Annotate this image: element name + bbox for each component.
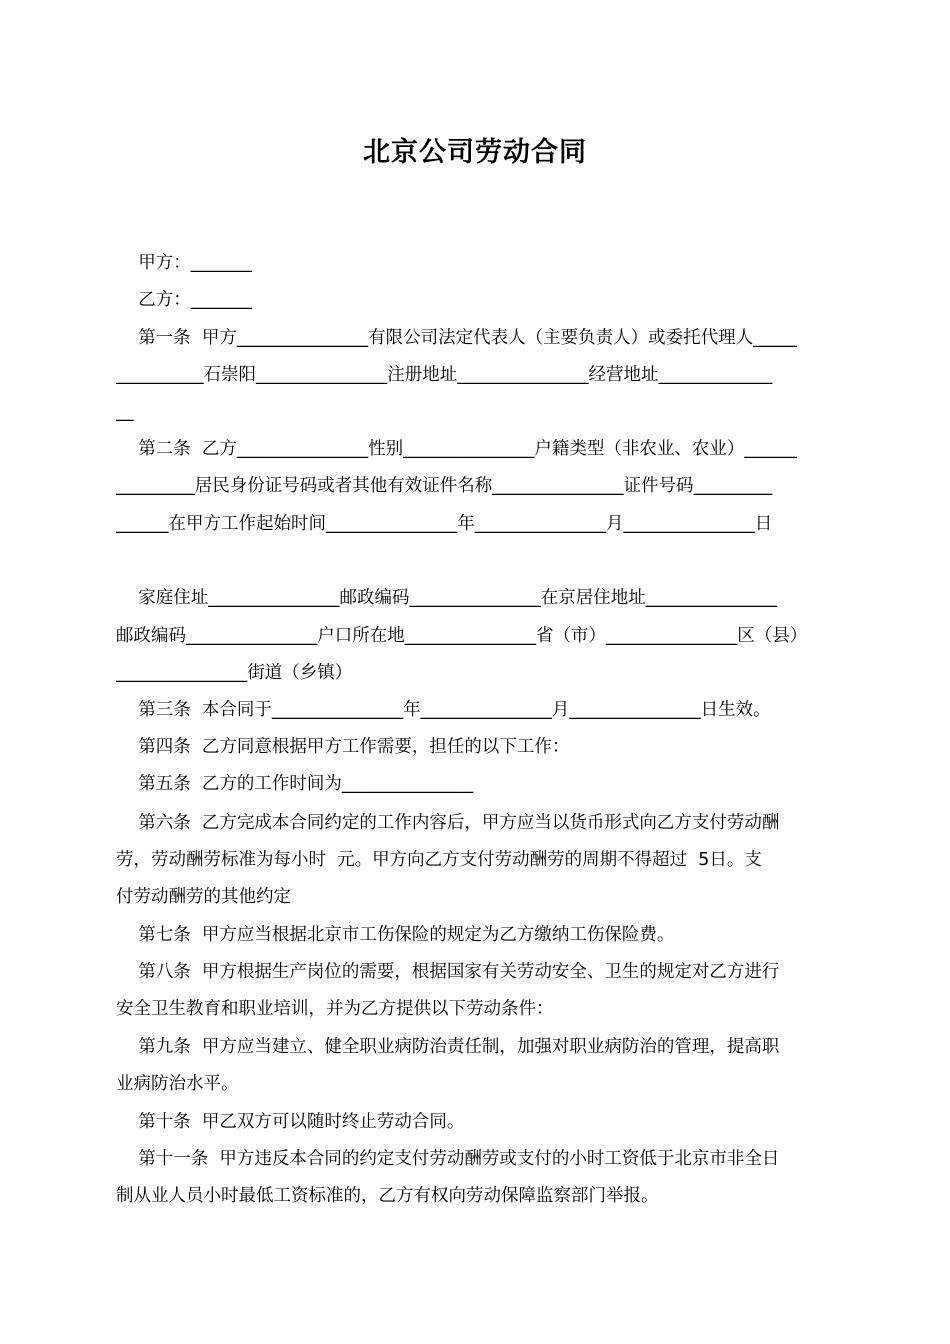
article-2-line-2: _________居民身份证号码或者其他有效证件名称_______________证件号码_________ (116, 476, 773, 496)
document-title: 北京公司劳动合同 (363, 137, 587, 168)
article-1-line-2: __________石崇阳_______________注册地址_______________经营地址_____________ (116, 365, 773, 385)
article-11-line-1: 第十一条 甲方违反本合同的约定支付劳动酬劳或支付的小时工资低于北京市非全日 (116, 1149, 780, 1169)
article-6-line-2: 劳，劳动酬劳标准为每小时 元。甲方向乙方支付劳动酬劳的周期不得超过 5日。支 (116, 850, 762, 870)
article-1-line-3: __ (116, 402, 134, 422)
party-b-line: 乙方：_______ (116, 290, 253, 310)
article-9-line-2: 业病防治水平。 (116, 1074, 239, 1094)
article-4-line: 第四条 乙方同意根据甲方工作需要，担任的以下工作： (116, 737, 570, 757)
article-2-line-3: ______在甲方工作起始时间_______________年_______________月_______________日 (116, 514, 773, 534)
article-6-line-3: 付劳动酬劳的其他约定 (116, 887, 291, 907)
address-line-1: 家庭住址_______________邮政编码_______________在京居住地址_______________ (116, 588, 777, 608)
article-2-line-1: 第二条 乙方_______________性别_______________户籍类型（非农业、农业）______ (116, 439, 797, 459)
article-9-line-1: 第九条 甲方应当建立、健全职业病防治责任制，加强对职业病防治的管理，提高职 (116, 1037, 780, 1057)
article-5-line: 第五条 乙方的工作时间为_______________ (116, 774, 474, 794)
article-7-line: 第七条 甲方应当根据北京市工伤保险的规定为乙方缴纳工伤保险费。 (116, 925, 675, 945)
party-a-line: 甲方：_______ (116, 253, 253, 273)
article-1-line-1: 第一条 甲方_______________有限公司法定代表人（主要负责人）或委托代理人_____ (116, 328, 797, 348)
address-line-2: 邮政编码_______________户口所在地_______________省（市）_______________区（县） (116, 626, 808, 646)
article-8-line-2: 安全卫生教育和职业培训，并为乙方提供以下劳动条件： (116, 999, 554, 1019)
article-6-line-1: 第六条 乙方完成本合同约定的工作内容后，甲方应当以货币形式向乙方支付劳动酬 (116, 813, 780, 833)
article-11-line-2: 制从业人员小时最低工资标准的，乙方有权向劳动保障监察部门举报。 (116, 1186, 659, 1206)
article-8-line-1: 第八条 甲方根据生产岗位的需要，根据国家有关劳动安全、卫生的规定对乙方进行 (116, 962, 780, 982)
article-3-line: 第三条 本合同于_______________年_______________月_______________日生效。 (116, 700, 771, 720)
address-line-3: _______________街道（乡镇） (116, 663, 353, 683)
article-10-line: 第十条 甲乙双方可以随时终止劳动合同。 (116, 1112, 465, 1132)
